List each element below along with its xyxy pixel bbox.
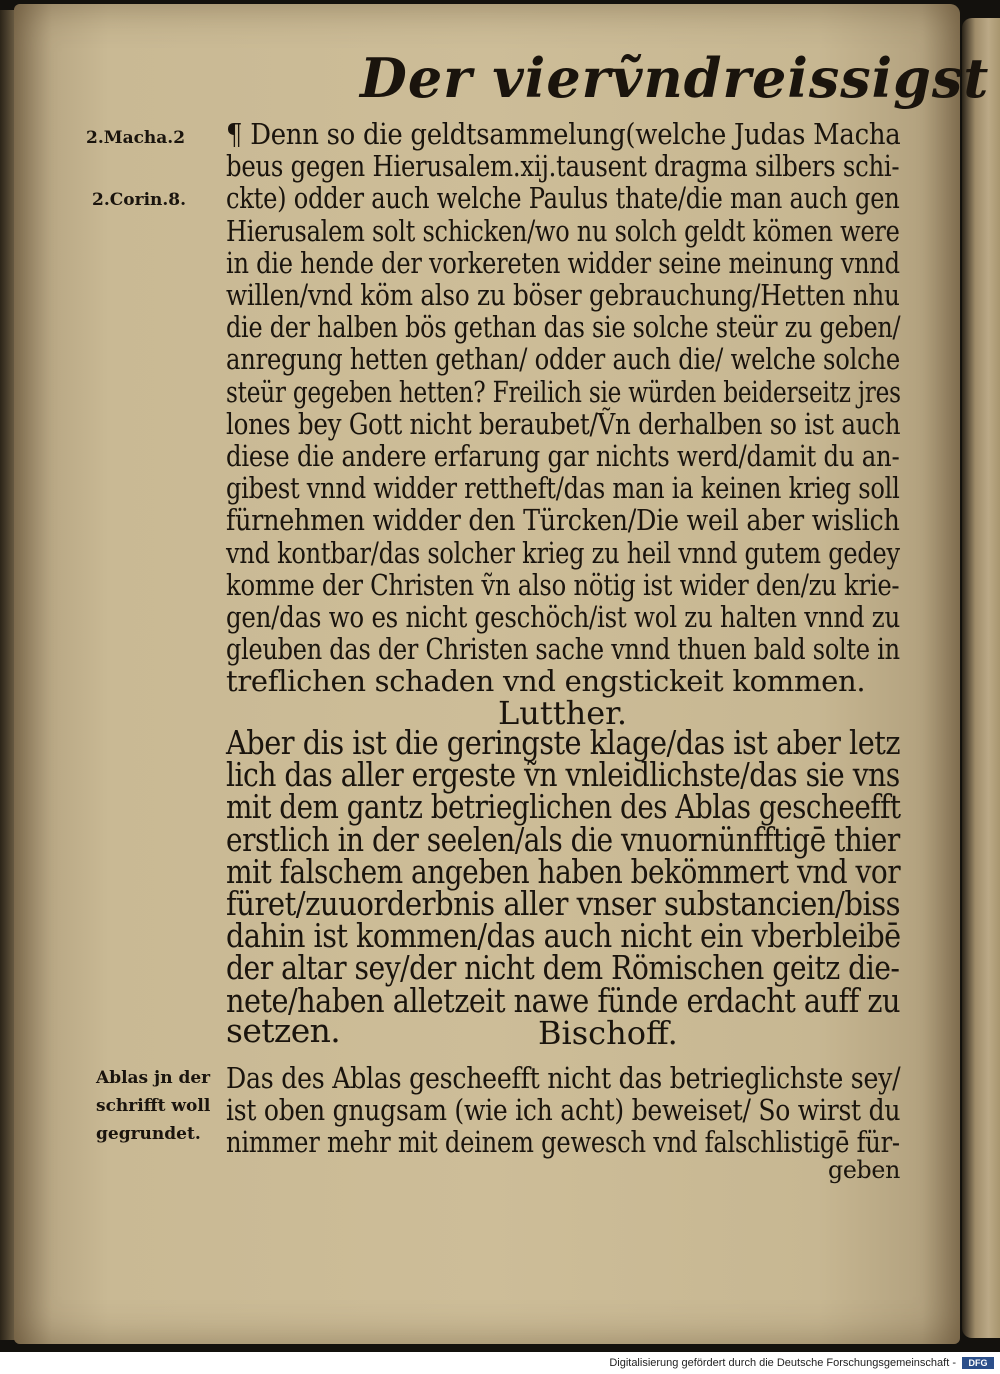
paragraph1-line: diese die andere erfarung gar nichts werd/damit du an- <box>226 439 900 473</box>
paragraph1-line: anregung hetten gethan/ odder auch die/ welche solche <box>226 342 900 377</box>
paragraph2-line: mit falschem angeben haben bekömmert vnd vor <box>226 851 901 891</box>
catchword: geben <box>828 1156 901 1184</box>
margin-note-ablas-1: Ablas jn der <box>96 1068 211 1088</box>
paragraph1-line: lones bey Gott nicht beraubet/Ṽn derhalben so ist auch <box>226 406 901 441</box>
next-page-edge <box>962 18 1000 1338</box>
paragraph1-line: beus gegen Hierusalem.xij.tausent dragma silbers schi- <box>226 149 900 184</box>
paragraph1-line: komme der Christen ṽn also nötig ist wider den/zu krie- <box>226 567 900 602</box>
paragraph2-line: mit dem gantz betrieglichen des Ablas gescheefft <box>226 787 901 827</box>
dfg-logo: DFG <box>962 1357 994 1369</box>
speaker-heading-bischoff: Bischoff. <box>538 1014 678 1052</box>
paragraph1-line: ckte) odder auch welche Paulus thate/die man auch gen <box>226 181 900 216</box>
paragraph2-line: erstlich in der seelen/als die vnuornünfftigē thier <box>226 819 900 859</box>
paragraph1-line: willen/vnd köm also zu böser gebrauchung/Hetten nhu <box>226 278 900 312</box>
margin-note-corin: 2.Corin.8. <box>92 190 187 210</box>
paragraph2-line: lich das aller ergeste ṽn vnleidlichste/das sie vns <box>226 755 900 795</box>
paragraph1-line: Hierusalem solt schicken/wo nu solch geldt kömen were <box>226 213 900 248</box>
paragraph2-line: füret/zuuorderbnis aller vnser substancien/biss <box>226 884 901 923</box>
margin-note-macha: 2.Macha.2 <box>86 128 186 148</box>
paragraph3-line: Das des Ablas gescheefft nicht das betrieglichste sey/ <box>226 1061 901 1095</box>
paragraph2-line: der altar sey/der nicht dem Römischen geitz die- <box>226 948 900 988</box>
footer-bar <box>0 1352 1000 1374</box>
paragraph1-line: die der halben bös gethan das sie solche steür zu geben/ <box>226 310 901 345</box>
speaker-heading-lutther: Lutther. <box>498 694 628 732</box>
paragraph1-line: vnd kontbar/das solcher krieg zu heil vnnd gutem gedey <box>226 535 900 570</box>
paragraph2-line: nete/haben alletzeit nawe fünde erdacht auff zu <box>226 980 900 1020</box>
margin-note-ablas-2: schrifft woll <box>96 1096 211 1116</box>
paragraph1-line: treflichen schaden vnd engstickeit kommen. <box>226 664 866 699</box>
paragraph1-line: in die hende der vorkereten widder seine meinung vnnd <box>226 245 900 280</box>
paragraph1-line: fürnehmen widder den Türcken/Die weil aber wislich <box>226 503 900 538</box>
paragraph2-line: Aber dis ist die geringste klage/das ist aber letz <box>226 723 900 762</box>
paragraph1-line: gibest vnnd widder rettheft/das man ia keinen krieg soll <box>226 471 900 506</box>
paragraph1-line: steür gegeben hetten? Freilich sie würden beiderseitz jres <box>226 374 901 409</box>
paragraph3-line: ist oben gnugsam (wie ich acht) beweiset/ So wirst du <box>226 1093 901 1128</box>
margin-note-ablas-3: gegrundet. <box>96 1124 201 1144</box>
paragraph1-line: ¶ Denn so die geldtsammelung(welche Judas Macha <box>226 117 901 151</box>
paragraph1-line: gen/das wo es nicht geschöch/ist wol zu halten vnnd zu <box>226 600 900 634</box>
paragraph1-line: gleuben das der Christen sache vnnd thuen bald solte in <box>226 632 900 667</box>
paragraph3-line: nimmer mehr mit deinem gewesch vnd falschlistigē für- <box>226 1125 900 1160</box>
page-header: Der vierṽndreissigst <box>360 46 990 110</box>
footer-credit: Digitalisierung gefördert durch die Deutsche Forschungsgemeinschaft - <box>609 1357 956 1369</box>
paragraph2-line: dahin ist kommen/das auch nicht ein vberbleibē <box>226 916 901 956</box>
paragraph-2-last-line: setzen. <box>226 1011 341 1050</box>
